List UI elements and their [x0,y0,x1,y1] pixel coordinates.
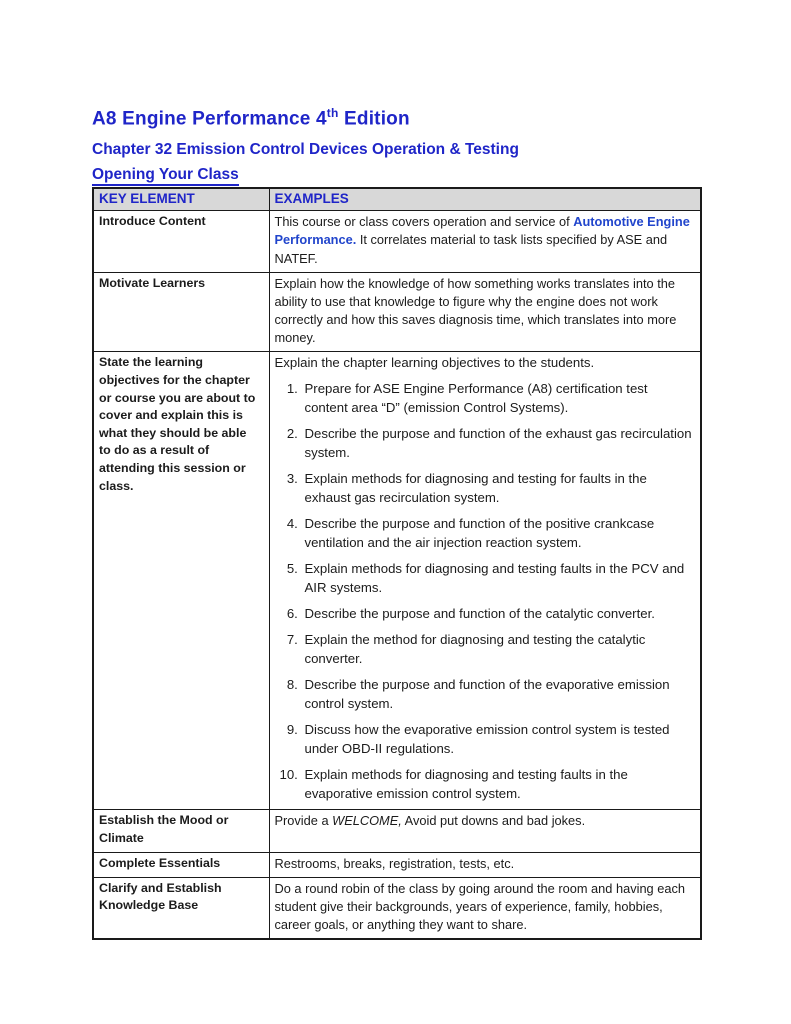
objective-item: 9. Discuss how the evaporative emission control system is tested under OBD-II regulations. [302,721,693,758]
objectives-intro: Explain the chapter learning objectives to the students. [274,355,595,371]
example-cell [269,211,701,272]
key-cell: Introduce Content [93,211,269,272]
example-text: Restrooms, breaks, registration, tests, etc. [274,855,515,871]
example-text-emphasis: WELCOME, [332,813,402,829]
objective-item: 2. Describe the purpose and function of the exhaust gas recirculation system. [302,425,693,462]
table-row-motivate-learners [93,272,701,352]
example-text-part3: It correlates material to task lists specified by ASE and NATEF. [274,232,668,266]
objective-item: 5. Explain methods for diagnosing and testing faults in the PCV and AIR systems. [302,560,693,597]
example-text-part3: Avoid put downs and bad jokes. [401,813,586,829]
objective-item: 6. Describe the purpose and function of the catalytic converter. [302,605,693,623]
table-header-examples: EXAMPLES [269,188,701,211]
objectives-list [275,380,693,803]
table-row-introduce-content [93,211,701,272]
example-text: Explain how the knowledge of how something works translates into the ability to use that knowledge to figure why the engine does not work correctly and how this saves diagnosis time, which translates into more money. [274,275,677,346]
objective-item: 1. Prepare for ASE Engine Performance (A8) certification test content area “D” (emission Control Systems). [302,380,693,417]
key-cell: State the learning objectives for the chapter or course you are about to cover and explain this is what they should be able to do as a result of attending this session or class. [93,352,269,810]
table-row-complete-essentials [93,852,701,877]
example-text [275,812,693,830]
example-cell [269,272,701,352]
example-text-part1: Provide a [274,813,333,829]
example-text [275,213,693,267]
page-title-main: A8 Engine Performance 4 [92,108,327,130]
key-cell: Establish the Mood or Climate [93,810,269,852]
objective-item: 8. Describe the purpose and function of the evaporative emission control system. [302,676,693,713]
table-header-row [93,188,701,211]
example-text: Do a round robin of the class by going around the room and having each student give their backgrounds, years of experience, family, hobbies, career goals, or anything they want to share. [274,880,685,933]
example-cell [269,877,701,939]
page-title-ordinal: th [326,106,339,120]
objective-item: 7. Explain the method for diagnosing and testing the catalytic converter. [302,631,693,668]
example-text-highlight: Automotive Engine Performance. [274,214,690,248]
example-text-part1: This course or class covers operation and service of [274,214,574,230]
key-element-table [92,187,702,940]
section-heading [92,166,700,186]
section-heading-text: Opening Your Class [92,166,239,186]
example-cell [269,852,701,877]
table-row-clarify-knowledge-base [93,877,701,939]
objective-item: 4. Describe the purpose and function of the positive crankcase ventilation and the air injection reaction system. [302,515,693,552]
key-cell: Motivate Learners [93,272,269,352]
example-cell [269,810,701,852]
table-row-establish-mood [93,810,701,852]
table-row-learning-objectives [93,352,701,810]
example-cell [269,352,701,810]
objective-item: 10. Explain methods for diagnosing and testing faults in the evaporative emission control system. [302,766,693,803]
page-title-tail: Edition [338,108,410,130]
table-header-key-element: KEY ELEMENT [93,188,269,211]
chapter-subtitle: Chapter 32 Emission Control Devices Operation & Testing [92,141,519,159]
key-cell: Clarify and Establish Knowledge Base [93,877,269,939]
page-title [92,106,700,130]
key-cell: Complete Essentials [93,852,269,877]
objective-item: 3. Explain methods for diagnosing and testing for faults in the exhaust gas recirculation system. [302,470,693,507]
